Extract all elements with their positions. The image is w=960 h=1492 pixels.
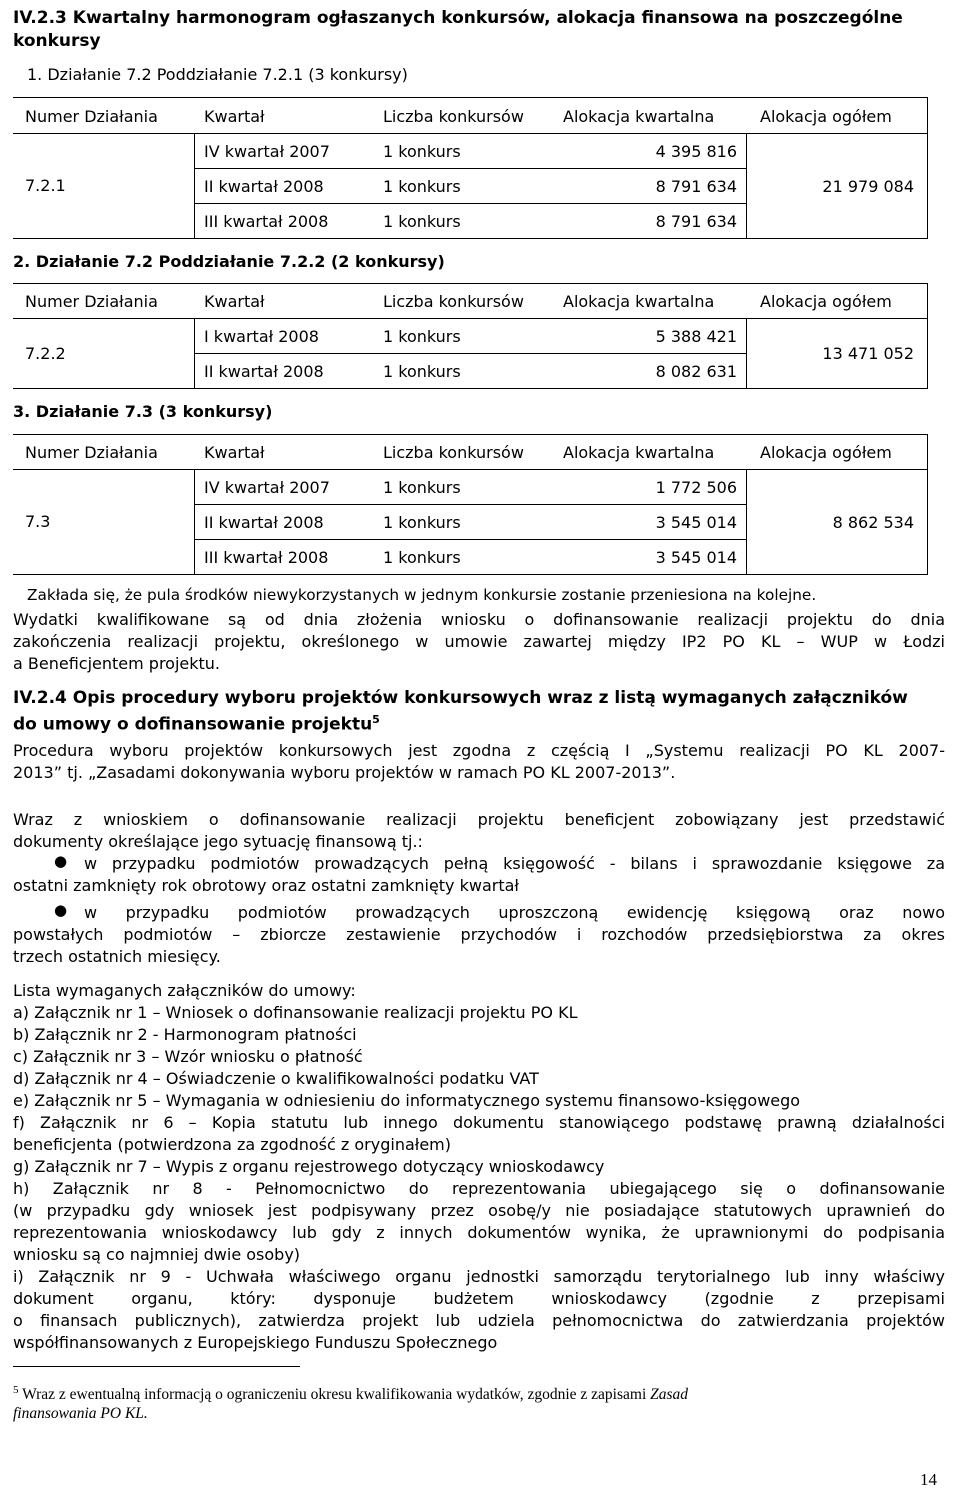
table3-row1-liczba: 1 konkurs [383, 478, 461, 497]
table3-row1-border [194, 504, 746, 505]
table1-right-border [927, 97, 928, 239]
table1-top-border [13, 97, 928, 98]
table1-row1-liczba: 1 konkurs [383, 142, 461, 161]
table3-header-alok-og: Alokacja ogółem [760, 443, 892, 462]
table2-row1-liczba: 1 konkurs [383, 327, 461, 346]
bullet-1-icon: ● [54, 852, 68, 870]
table3-col-divider-2 [746, 469, 747, 574]
table3-row3-kwartal: III kwartał 2008 [204, 548, 329, 567]
lista-item-i: i) Załącznik nr 9 - Uchwała właściwego organu jednostki samorządu terytorialnego lub inny właściwy [13, 1267, 945, 1286]
table3-header-alok-kw: Alokacja kwartalna [563, 443, 715, 462]
footnote-line1 [13, 1380, 688, 1405]
lista-item-a: a) Załącznik nr 1 – Wniosek o dofinansowanie realizacji projektu PO KL [13, 1003, 578, 1022]
table1-header-liczba: Liczba konkursów [383, 107, 524, 126]
table3-total: 8 862 534 [832, 513, 914, 532]
table2-total: 13 471 052 [822, 344, 914, 363]
table2-row1-alokacja: 5 388 421 [655, 327, 737, 346]
table3-header-liczba: Liczba konkursów [383, 443, 524, 462]
table1-header-border [13, 133, 928, 134]
lista-item-h-cont1: (w przypadku gdy wniosek jest podpisywany przez osobę/y nie posiadające statutowych uprawnień do [13, 1201, 945, 1220]
table1-row2-kwartal: II kwartał 2008 [204, 177, 324, 196]
table3-row2-border [194, 539, 746, 540]
table3-row3-liczba: 1 konkurs [383, 548, 461, 567]
section-3-title: 3. Działanie 7.3 (3 konkursy) [13, 402, 273, 421]
table3-bottom-border [13, 574, 928, 575]
table3-row1-kwartal: IV kwartał 2007 [204, 478, 330, 497]
bullet2-line1: w przypadku podmiotów prowadzących uproszczoną ewidencję księgową oraz nowo [84, 903, 945, 922]
lista-item-h-cont2: reprezentowania wnioskodawcy lub gdy z innych dokumentów wynika, że uprawnionymi do podpisania [13, 1223, 945, 1242]
procedura-line1: Procedura wyboru projektów konkursowych jest zgodna z częścią I „Systemu realizacji PO KL 2007- [13, 741, 945, 760]
section-heading2-text: do umowy o dofinansowanie projektu [13, 714, 373, 735]
lista-item-i-cont2: o finansach publicznych), zatwierdza projekt lub udziela pełnomocnictwa do zatwierdzania projektów [13, 1311, 945, 1330]
table2-header-numer: Numer Działania [25, 292, 158, 311]
procedura-line2: 2013” tj. „Zasadami dokonywania wyboru projektów w ramach PO KL 2007-2013”. [13, 763, 676, 782]
table1-row3-kwartal: III kwartał 2008 [204, 212, 329, 231]
wraz-line1: Wraz z wnioskiem o dofinansowanie realizacji projektu beneficjent zobowiązany jest przedstawić [13, 810, 945, 829]
wydatki-line2: zakończenia realizacji projektu, określonego w umowie zawartej między IP2 PO KL – WUP w Łodzi [13, 632, 945, 651]
table2-col-divider-2 [746, 318, 747, 388]
footnote-line2 [13, 1404, 148, 1424]
table1-row3-liczba: 1 konkurs [383, 212, 461, 231]
section-2-title: 2. Działanie 7.2 Poddziałanie 7.2.2 (2 konkursy) [13, 252, 445, 271]
table2-row1-border [194, 353, 746, 354]
wraz-line2: dokumenty określające jego sytuację finansową tj.: [13, 832, 423, 851]
section-heading-line1: IV.2.3 Kwartalny harmonogram ogłaszanych konkursów, alokacja finansowa na poszczególne [13, 8, 903, 28]
section-heading2-line2 [13, 710, 380, 735]
lista-item-i-cont1: dokument organu, który: dysponuje budżetem wnioskodawcy (zgodnie z przepisami [13, 1289, 945, 1308]
table3-header-numer: Numer Działania [25, 443, 158, 462]
table1-header-alok-og: Alokacja ogółem [760, 107, 892, 126]
bullet1-line2: ostatni zamknięty rok obrotowy oraz ostatni zamknięty kwartał [13, 876, 519, 895]
table3-col-divider-1 [194, 469, 195, 574]
lista-item-i-cont3: współfinansowanych z Europejskiego Funduszu Społecznego [13, 1333, 498, 1352]
table2-numer: 7.2.2 [25, 344, 66, 363]
table1-row1-border [194, 168, 746, 169]
footnote-italic1: Zasad [650, 1386, 689, 1404]
table1-numer: 7.2.1 [25, 176, 66, 195]
lista-item-c: c) Załącznik nr 3 – Wzór wniosku o płatność [13, 1047, 363, 1066]
bullet-2-icon: ● [54, 901, 68, 919]
footnote-separator [13, 1366, 300, 1367]
table1-header-numer: Numer Działania [25, 107, 158, 126]
table3-row2-alokacja: 3 545 014 [655, 513, 737, 532]
lista-item-b: b) Załącznik nr 2 - Harmonogram płatności [13, 1025, 357, 1044]
table1-row2-border [194, 203, 746, 204]
lista-item-e: e) Załącznik nr 5 – Wymagania w odniesieniu do informatycznego systemu finansowo-księgowego [13, 1091, 801, 1110]
table1-total: 21 979 084 [822, 177, 914, 196]
footnote-italic2: finansowania PO KL. [13, 1405, 148, 1422]
table2-col-divider-1 [194, 318, 195, 388]
table3-header-border [13, 469, 928, 470]
table3-row2-kwartal: II kwartał 2008 [204, 513, 324, 532]
table1-header-alok-kw: Alokacja kwartalna [563, 107, 715, 126]
table2-right-border [927, 283, 928, 389]
table1-row3-alokacja: 8 791 634 [655, 212, 737, 231]
table2-bottom-border [13, 388, 928, 389]
bullet1-line1: w przypadku podmiotów prowadzących pełną księgowość - bilans i sprawozdanie księgowe za [84, 854, 945, 873]
table2-header-kwartal: Kwartał [204, 292, 265, 311]
table2-header-alok-og: Alokacja ogółem [760, 292, 892, 311]
section-heading-line2: konkursy [13, 31, 101, 51]
section-1-title: 1. Działanie 7.2 Poddziałanie 7.2.1 (3 konkursy) [27, 65, 408, 84]
section-heading2-line1: IV.2.4 Opis procedury wyboru projektów konkursowych wraz z listą wymaganych załączników [13, 688, 908, 708]
lista-item-d: d) Załącznik nr 4 – Oświadczenie o kwalifikowalności podatku VAT [13, 1069, 539, 1088]
wydatki-line3: a Beneficjentem projektu. [13, 654, 221, 673]
table1-bottom-border [13, 238, 928, 239]
table3-top-border [13, 434, 928, 435]
table3-right-border [927, 434, 928, 575]
bullet2-line3: trzech ostatnich miesięcy. [13, 947, 221, 966]
table1-col-divider-1 [194, 133, 195, 238]
table2-row2-kwartal: II kwartał 2008 [204, 362, 324, 381]
table3-row2-liczba: 1 konkurs [383, 513, 461, 532]
bullet2-line2: powstałych podmiotów – zbiorcze zestawienie przychodów i rozchodów przedsiębiorstwa za okres [13, 925, 945, 944]
table3-row3-alokacja: 3 545 014 [655, 548, 737, 567]
table1-header-kwartal: Kwartał [204, 107, 265, 126]
wydatki-line1: Wydatki kwalifikowane są od dnia złożenia wniosku o dofinansowanie realizacji projektu do dnia [13, 610, 945, 629]
lista-item-h: h) Załącznik nr 8 - Pełnomocnictwo do reprezentowania ubiegającego się o dofinansowanie [13, 1179, 945, 1198]
lista-item-g: g) Załącznik nr 7 – Wypis z organu rejestrowego dotyczący wnioskodawcy [13, 1157, 605, 1176]
table1-row2-liczba: 1 konkurs [383, 177, 461, 196]
footnote-text: Wraz z ewentualną informacją o ograniczeniu okresu kwalifikowania wydatków, zgodnie z zapisami [22, 1386, 651, 1404]
footnote-ref: 5 [372, 713, 380, 726]
table1-row1-alokacja: 4 395 816 [655, 142, 737, 161]
table2-header-liczba: Liczba konkursów [383, 292, 524, 311]
table3-row1-alokacja: 1 772 506 [655, 478, 737, 497]
lista-item-h-cont3: wniosku są co najmniej dwie osoby) [13, 1245, 301, 1264]
table2-row2-alokacja: 8 082 631 [655, 362, 737, 381]
note-pula: Zakłada się, że pula środków niewykorzystanych w jednym konkursie zostanie przeniesiona na kolejne. [27, 586, 817, 604]
table1-row2-alokacja: 8 791 634 [655, 177, 737, 196]
table2-row2-liczba: 1 konkurs [383, 362, 461, 381]
table2-top-border [13, 283, 928, 284]
table2-row1-kwartal: I kwartał 2008 [204, 327, 319, 346]
table2-header-border [13, 318, 928, 319]
table3-header-kwartal: Kwartał [204, 443, 265, 462]
lista-item-f: f) Załącznik nr 6 – Kopia statutu lub innego dokumentu stanowiącego podstawę prawną działalności [13, 1113, 945, 1132]
footnote-number: 5 [13, 1384, 19, 1396]
lista-item-f-cont: beneficjenta (potwierdzona za zgodność z oryginałem) [13, 1135, 451, 1154]
table1-row1-kwartal: IV kwartał 2007 [204, 142, 330, 161]
page-number: 14 [920, 1470, 937, 1489]
table2-header-alok-kw: Alokacja kwartalna [563, 292, 715, 311]
table3-numer: 7.3 [25, 512, 51, 531]
table1-col-divider-2 [746, 133, 747, 238]
lista-title: Lista wymaganych załączników do umowy: [13, 981, 356, 1000]
